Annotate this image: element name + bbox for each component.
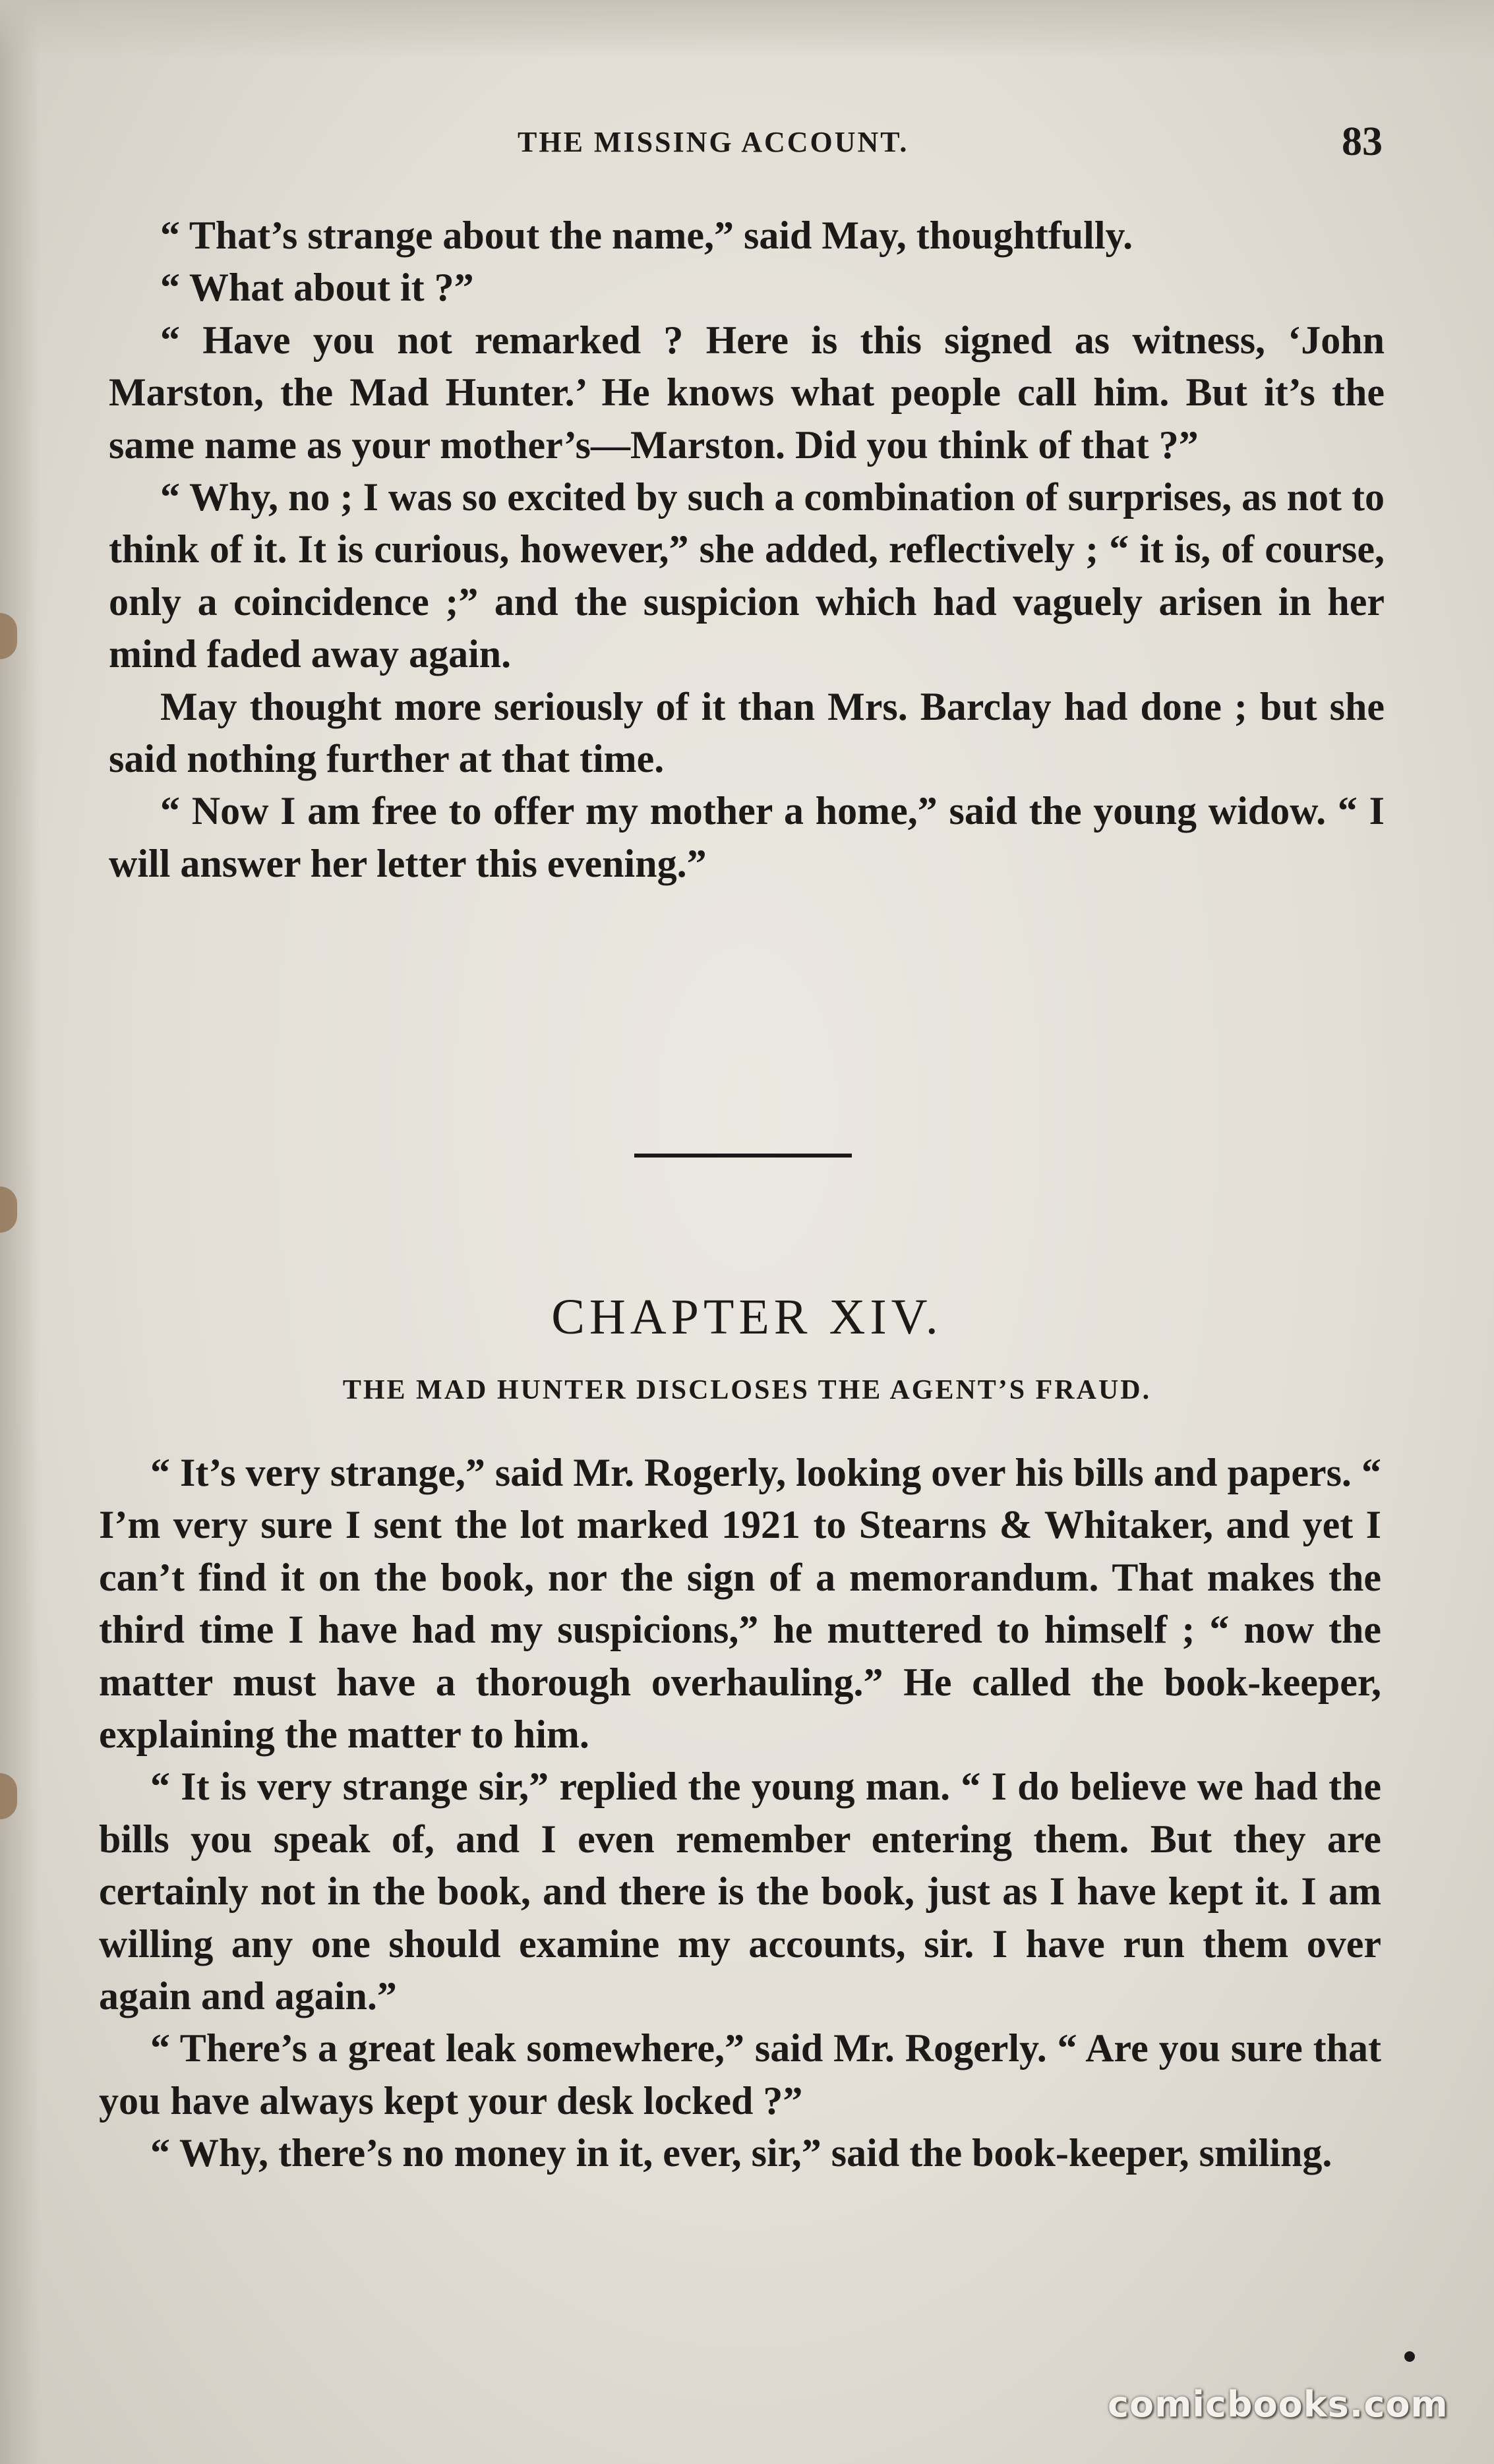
watermark: comicbooks.com [1108, 2384, 1449, 2425]
page-edge-shadow [0, 0, 40, 2464]
paragraph: “ Now I am free to offer my mother a home,” said the young widow. “ I will answer her letter this evening.” [109, 789, 1385, 885]
page-number: 83 [1342, 119, 1383, 164]
ink-speck [1404, 2351, 1415, 2362]
section-divider [634, 1154, 852, 1158]
paragraph: “ Have you not remarked ? Here is this signed as witness, ‘John Marston, the Mad Hunter.’ He knows what people call him. But it’s the same name as your mother’s—Marston. Did you think of that ?” [109, 318, 1385, 467]
paragraph: “ There’s a great leak somewhere,” said Mr. Rogerly. “ Are you sure that you have always kept your desk locked ?” [99, 2026, 1381, 2123]
paragraph: “ It is very strange sir,” replied the young man. “ I do believe we had the bills you speak of, and I even remember entering them. But they are certainly not in the book, and there is the book, just as I have kept it. I am willing any one should examine my accounts, sir. I have run them over again and again.” [99, 1765, 1381, 2018]
paragraph: “ It’s very strange,” said Mr. Rogerly, looking over his bills and papers. “ I’m very sure I sent the lot marked 1921 to Stearns & Whitaker, and yet I can’t find it on the book, nor the sign of a memorandum. That makes the third time I have had my suspicions,” he muttered to himself ; “ now the matter must have a thorough overhauling.” He called the book-keeper, explaining the matter to him. [99, 1451, 1381, 1757]
paragraph: “ Why, no ; I was so excited by such a combination of surprises, as not to think of it. It is curious, however,” she added, reflectively ; “ it is, of course, only a coincidence ;” and the suspicion which had vaguely arisen in her mind faded away again. [109, 475, 1385, 676]
paragraph: “ That’s strange about the name,” said May, thoughtfully. [160, 214, 1133, 257]
paragraph: “ What about it ?” [160, 266, 474, 310]
running-title: THE MISSING ACCOUNT. [518, 126, 909, 158]
paragraph: May thought more seriously of it than Mrs. Barclay had done ; but she said nothing further at that time. [109, 684, 1385, 781]
page-top-shadow [0, 0, 1494, 59]
chapter-title: CHAPTER XIV. [551, 1289, 943, 1345]
paragraph: “ Why, there’s no money in it, ever, sir,” said the book-keeper, smiling. [150, 2131, 1332, 2175]
chapter-subtitle: THE MAD HUNTER DISCLOSES THE AGENT’S FRAUD. [342, 1375, 1152, 1405]
body-text-section-1 [109, 210, 1385, 890]
body-text-section-2 [99, 1447, 1381, 2180]
